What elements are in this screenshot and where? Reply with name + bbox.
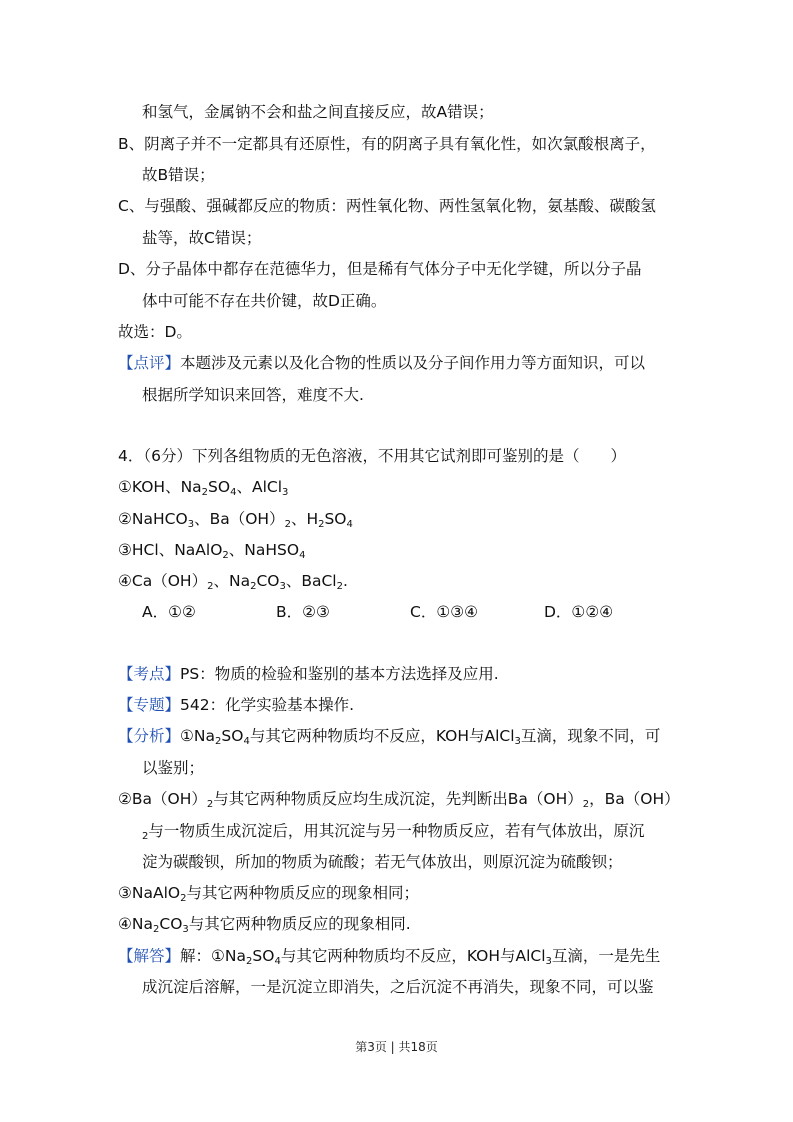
prev-d-line2: 体中可能不存在共价键，故D正确。 <box>142 292 387 310</box>
group-4: $④Ca(OH)_2$、$Na_2CO_3$、BaCl$_2$. <box>118 572 348 592</box>
prev-a-tail: 和氢气，金属钠不会和盐之间直接反应，故A错误； <box>142 103 494 121</box>
zhuanti-tag: 【专题】 <box>118 696 181 714</box>
page-footer: 第3页 | 共18页 <box>355 1040 438 1054</box>
jieda-line2: 成沉淀后溶解，一是沉淀立即消失，之后沉淀不再消失，现象不同，可以鉴 <box>142 978 654 996</box>
jieda-line1: 【解答】解：$①Na_2SO_4$与其它两种物质均不反应，KOH与AlCl$_3$互滴，一是先生 <box>118 947 661 967</box>
option-b[interactable]: B．②③ <box>276 603 330 621</box>
question-stem: 4．（6分）下列各组物质的无色溶液，不用其它试剂即可鉴别的是（ ） <box>118 447 626 465</box>
fenxi-line1: 【分析】$①Na_2SO_4$与其它两种物质均不反应，KOH与AlCl$_3$互滴，现象不同，可 <box>118 727 661 747</box>
kaodian-tag: 【考点】 <box>118 665 181 683</box>
prev-answer: 故选：D。 <box>118 323 192 341</box>
review-text: 本题涉及元素以及化合物的性质以及分子间作用力等方面知识，可以 <box>180 354 646 372</box>
prev-c-line2: 盐等，故C错误； <box>142 229 262 247</box>
fenxi-tag: 【分析】 <box>118 727 181 745</box>
group-3: ③HCl、NaAlO$_2$、NaHSO$_4$ <box>118 541 306 561</box>
group-2: ②NaHCO$_3$、$Ba(OH)_2$、$H_2SO_4$ <box>118 510 353 530</box>
review-tag: 【点评】 <box>118 354 181 372</box>
prev-b-line1: B、阴离子并不一定都具有还原性，有的阴离子具有氧化性，如次氯酸根离子， <box>118 135 656 153</box>
option-a[interactable]: A．①② <box>142 603 196 621</box>
option-c[interactable]: C．①③④ <box>410 603 479 621</box>
zhuanti-line: 【专题】542：化学实验基本操作. <box>118 696 355 714</box>
kaodian-line: 【考点】PS：物质的检验和鉴别的基本方法选择及应用. <box>118 665 499 683</box>
prev-d-line1: D、分子晶体中都存在范德华力，但是稀有气体分子中无化学键，所以分子晶 <box>118 260 642 278</box>
fenxi-line6: ③NaAlO$_2$与其它两种物质反应的现象相同； <box>118 884 419 904</box>
group-1: ①KOH、$Na_2SO_4$、AlCl$_3$ <box>118 478 289 498</box>
option-d[interactable]: D．①②④ <box>544 603 614 621</box>
prev-review-line1 <box>118 353 645 373</box>
jieda-tag: 【解答】 <box>118 947 181 965</box>
fenxi-line2: 以鉴别； <box>142 759 205 777</box>
fenxi-line7: $④Na_2CO_3$与其它两种物质反应的现象相同. <box>118 915 411 935</box>
fenxi-line4: $_2$与一物质生成沉淀后，用其沉淀与另一种物质反应，若有气体放出，原沉 <box>142 822 645 842</box>
fenxi-line3: $②Ba(OH)_2$与其它两种物质反应均生成沉淀，先判断出$Ba(OH)_2$，Ba（OH） <box>118 790 680 810</box>
prev-b-line2: 故B错误； <box>142 166 215 184</box>
prev-review-line2: 根据所学知识来回答，难度不大. <box>142 386 364 404</box>
prev-c-line1: C、与强酸、强碱都反应的物质：两性氧化物、两性氢氧化物，氨基酸、碳酸氢 <box>118 197 656 215</box>
fenxi-line5: 淀为碳酸钡，所加的物质为硫酸；若无气体放出，则原沉淀为硫酸钡； <box>142 853 623 871</box>
answer-options <box>142 602 678 622</box>
